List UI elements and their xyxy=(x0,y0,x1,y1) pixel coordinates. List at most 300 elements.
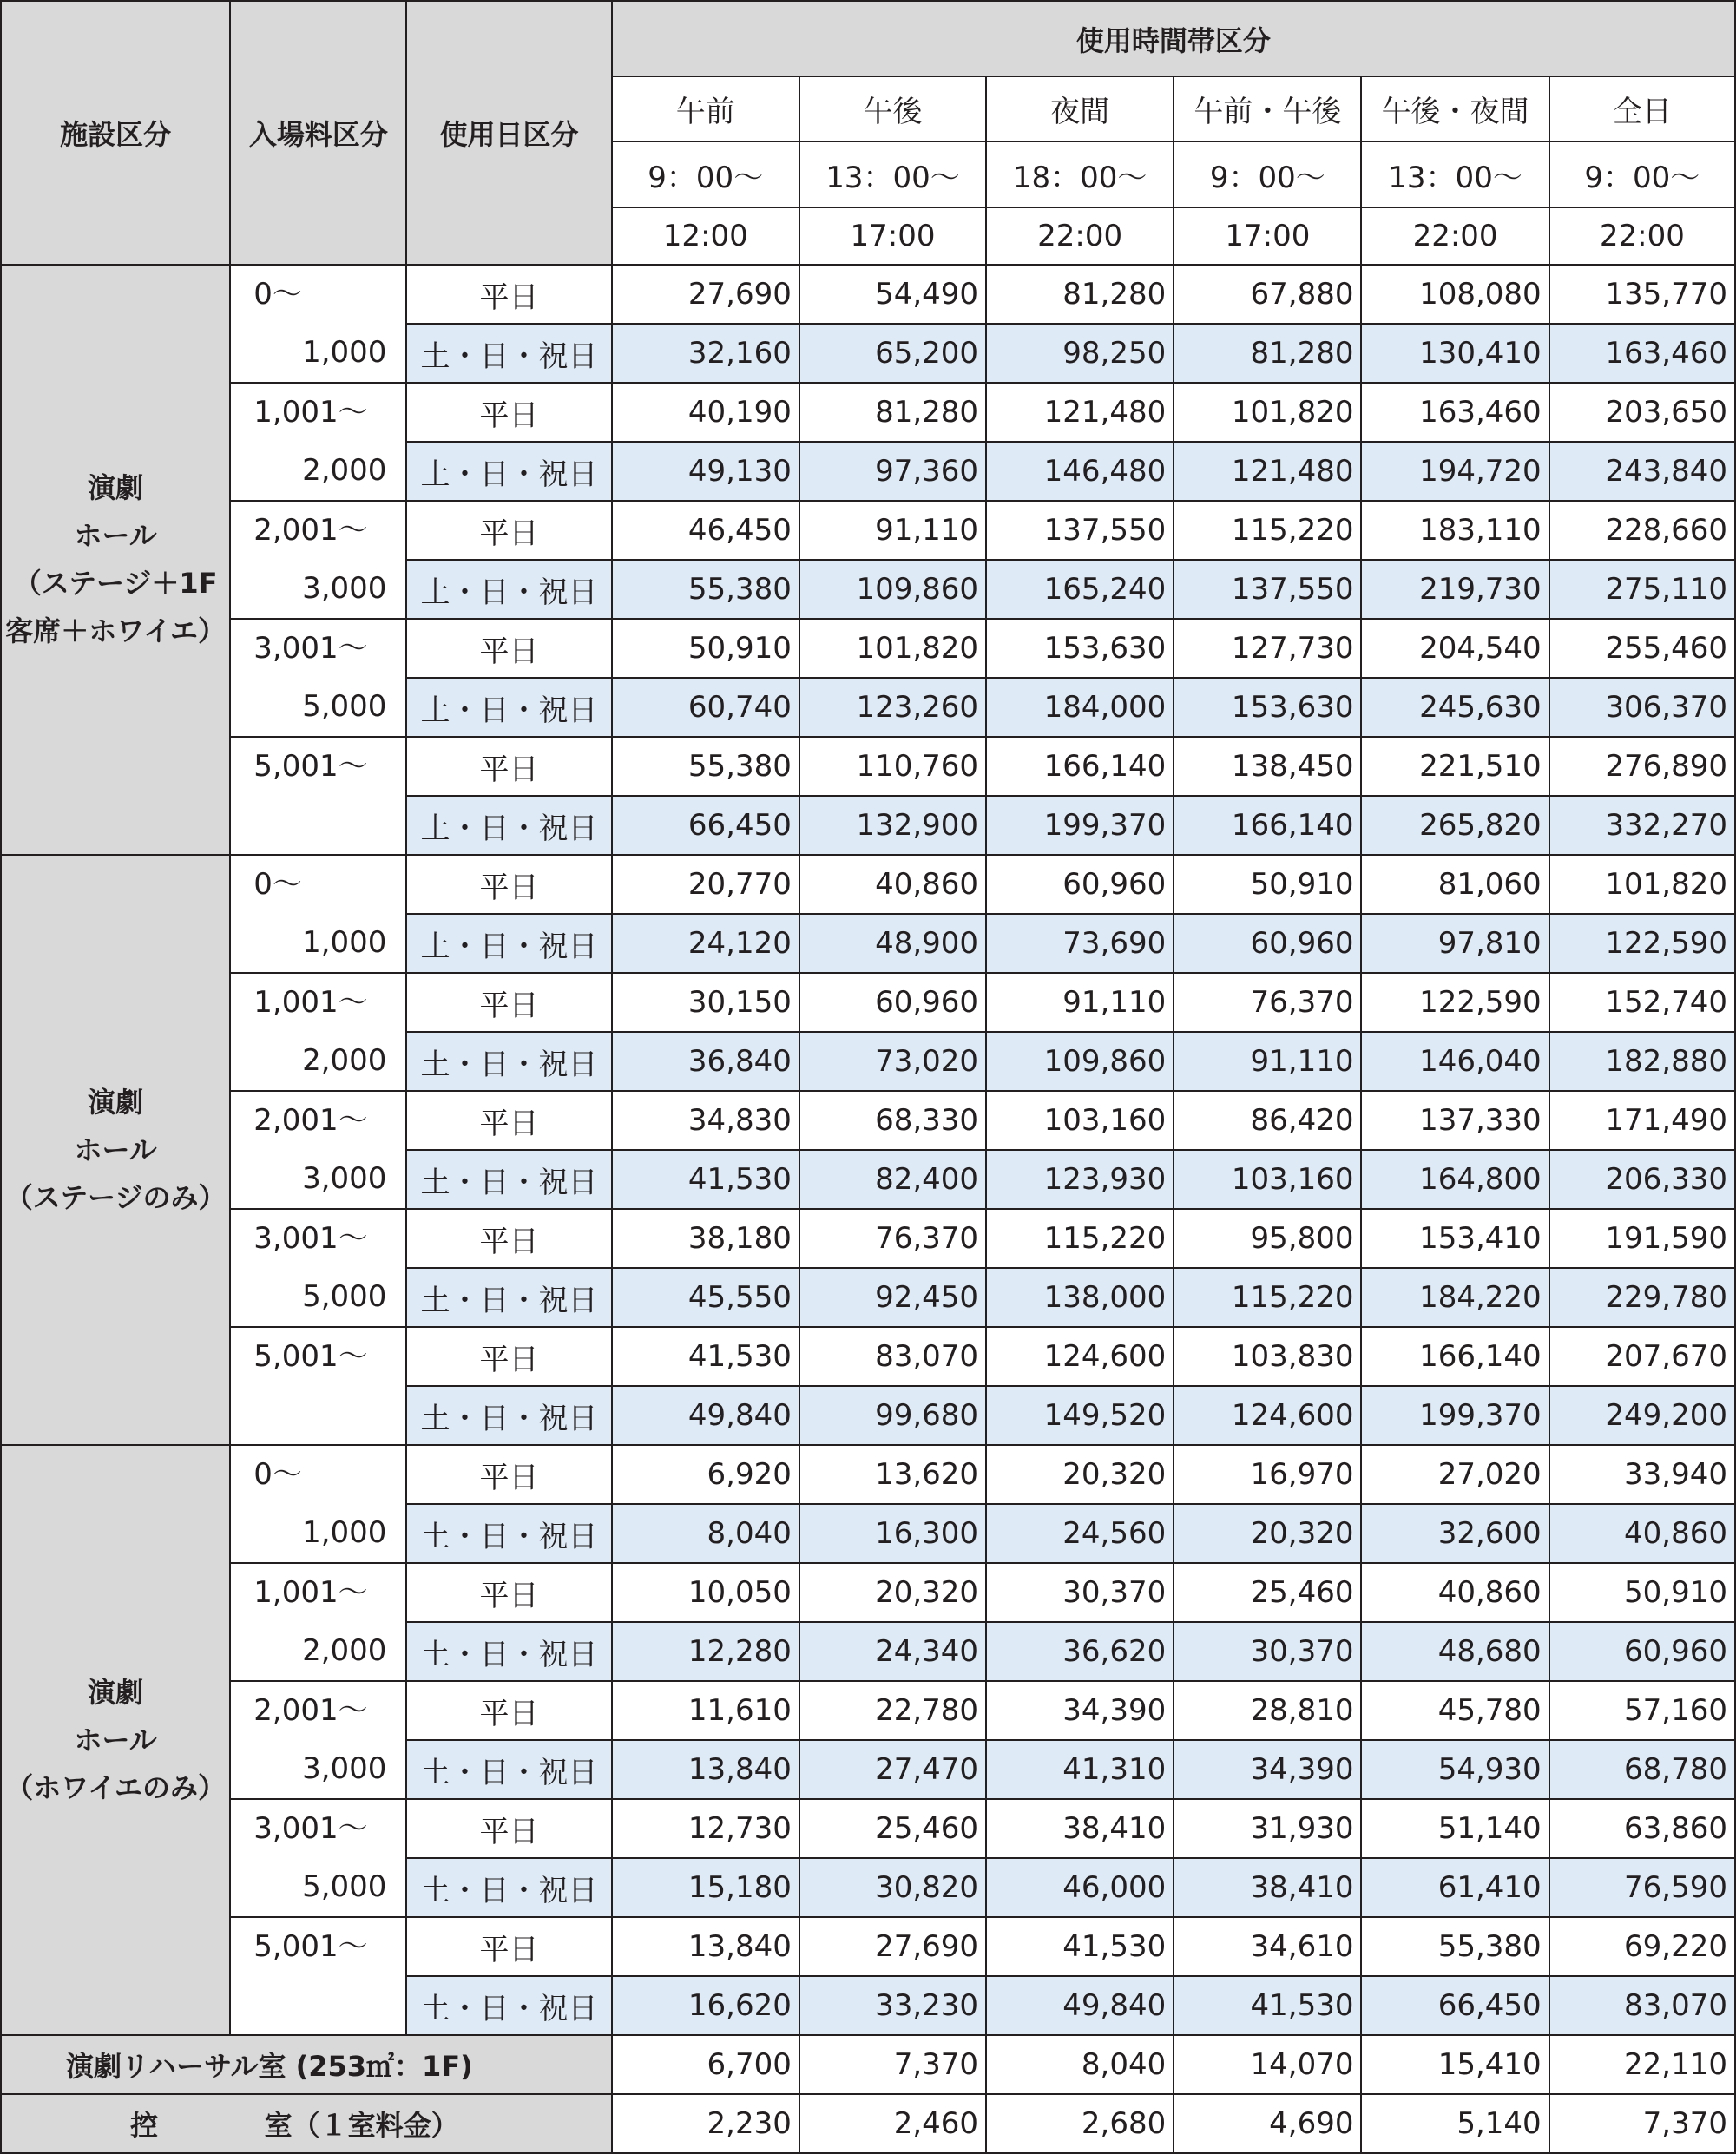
day-type-cell: 平日 xyxy=(406,1327,611,1386)
fee-value-cell: 76,370 xyxy=(1174,973,1361,1032)
fee-value-cell: 203,650 xyxy=(1549,383,1735,442)
fee-value-cell: 171,490 xyxy=(1549,1091,1735,1150)
fee-value-cell: 61,410 xyxy=(1361,1858,1549,1917)
fee-value-cell: 12,280 xyxy=(612,1622,799,1681)
fee-value-cell: 103,160 xyxy=(986,1091,1174,1150)
fee-value-cell: 30,820 xyxy=(799,1858,986,1917)
fee-value-cell: 25,460 xyxy=(1174,1563,1361,1622)
fee-value-cell: 138,000 xyxy=(986,1268,1174,1327)
admission-range-to: 5,000 xyxy=(302,689,387,724)
table-row xyxy=(1,973,1735,1032)
day-type-cell: 土・日・祝日 xyxy=(406,1268,611,1327)
fee-value-cell: 127,730 xyxy=(1174,619,1361,678)
fee-value-cell: 34,390 xyxy=(986,1681,1174,1740)
fee-value-cell: 40,860 xyxy=(1361,1563,1549,1622)
fee-value-cell: 166,140 xyxy=(1174,796,1361,855)
fee-value-cell: 45,550 xyxy=(612,1268,799,1327)
fee-value-cell: 137,550 xyxy=(986,501,1174,560)
fee-value-cell: 7,370 xyxy=(799,2035,986,2094)
fee-value-cell: 13,620 xyxy=(799,1445,986,1504)
admission-header: 入場料区分 xyxy=(230,1,406,265)
admission-range-cell xyxy=(230,383,406,501)
slot-start-header: 9：00～ xyxy=(1549,141,1735,207)
admission-range-cell xyxy=(230,1327,406,1445)
fee-value-cell: 138,450 xyxy=(1174,737,1361,796)
fee-value-cell: 76,370 xyxy=(799,1209,986,1268)
fee-value-cell: 34,610 xyxy=(1174,1917,1361,1976)
admission-range-cell xyxy=(230,855,406,973)
facility-name-line: ホール xyxy=(74,519,157,552)
fee-value-cell: 38,410 xyxy=(1174,1858,1361,1917)
fee-value-cell: 2,680 xyxy=(986,2094,1174,2153)
slot-end-header: 22:00 xyxy=(1549,207,1735,265)
fee-value-cell: 221,510 xyxy=(1361,737,1549,796)
fee-value-cell: 40,190 xyxy=(612,383,799,442)
fee-value-cell: 199,370 xyxy=(986,796,1174,855)
table-row xyxy=(1,737,1735,796)
fee-value-cell: 36,620 xyxy=(986,1622,1174,1681)
fee-value-cell: 41,530 xyxy=(612,1150,799,1209)
fee-value-cell: 60,960 xyxy=(1174,914,1361,973)
fee-value-cell: 191,590 xyxy=(1549,1209,1735,1268)
fee-value-cell: 24,340 xyxy=(799,1622,986,1681)
slot-name-header: 夜間 xyxy=(986,76,1174,141)
fee-value-cell: 86,420 xyxy=(1174,1091,1361,1150)
admission-range-to: 2,000 xyxy=(302,1633,387,1668)
facility-name-line: ホール xyxy=(74,1723,157,1757)
fee-value-cell: 204,540 xyxy=(1361,619,1549,678)
fee-value-cell: 149,520 xyxy=(986,1386,1174,1445)
fee-value-cell: 6,920 xyxy=(612,1445,799,1504)
day-type-cell: 平日 xyxy=(406,1445,611,1504)
waiting-room-label xyxy=(66,2104,611,2144)
fee-value-cell: 108,080 xyxy=(1361,265,1549,324)
fee-value-cell: 60,960 xyxy=(986,855,1174,914)
table-header xyxy=(1,1,1735,265)
fee-value-cell: 16,620 xyxy=(612,1976,799,2035)
fee-value-cell: 54,490 xyxy=(799,265,986,324)
fee-value-cell: 137,330 xyxy=(1361,1091,1549,1150)
fee-value-cell: 103,830 xyxy=(1174,1327,1361,1386)
fee-value-cell: 5,140 xyxy=(1361,2094,1549,2153)
fee-value-cell: 55,380 xyxy=(612,560,799,619)
fee-value-cell: 275,110 xyxy=(1549,560,1735,619)
admission-range-cell xyxy=(230,973,406,1091)
fee-value-cell: 63,860 xyxy=(1549,1799,1735,1858)
fee-value-cell: 121,480 xyxy=(1174,442,1361,501)
fee-value-cell: 48,900 xyxy=(799,914,986,973)
fee-value-cell: 91,110 xyxy=(1174,1032,1361,1091)
fee-value-cell: 152,740 xyxy=(1549,973,1735,1032)
admission-range-from: 0～ xyxy=(253,867,302,902)
fee-value-cell: 73,020 xyxy=(799,1032,986,1091)
fee-value-cell: 27,690 xyxy=(799,1917,986,1976)
slot-end-header: 22:00 xyxy=(1361,207,1549,265)
fee-value-cell: 73,690 xyxy=(986,914,1174,973)
fee-value-cell: 207,670 xyxy=(1549,1327,1735,1386)
fee-value-cell: 97,810 xyxy=(1361,914,1549,973)
fee-value-cell: 41,310 xyxy=(986,1740,1174,1799)
admission-range-from: 2,001～ xyxy=(253,513,368,548)
slot-name-header: 午前・午後 xyxy=(1174,76,1361,141)
fee-value-cell: 11,610 xyxy=(612,1681,799,1740)
admission-range-to: 1,000 xyxy=(302,1515,387,1550)
day-type-cell: 土・日・祝日 xyxy=(406,324,611,383)
day-type-header: 使用日区分 xyxy=(406,1,611,265)
fee-value-cell: 50,910 xyxy=(1174,855,1361,914)
fee-value-cell: 2,230 xyxy=(612,2094,799,2153)
day-type-cell: 平日 xyxy=(406,737,611,796)
admission-range-from: 5,001～ xyxy=(253,1339,368,1374)
day-type-cell: 土・日・祝日 xyxy=(406,678,611,737)
fee-value-cell: 135,770 xyxy=(1549,265,1735,324)
admission-range-to: 1,000 xyxy=(302,925,387,960)
fee-value-cell: 249,200 xyxy=(1549,1386,1735,1445)
day-type-cell: 土・日・祝日 xyxy=(406,796,611,855)
fee-value-cell: 7,370 xyxy=(1549,2094,1735,2153)
fee-value-cell: 109,860 xyxy=(986,1032,1174,1091)
fee-value-cell: 183,110 xyxy=(1361,501,1549,560)
fee-value-cell: 184,220 xyxy=(1361,1268,1549,1327)
fee-value-cell: 99,680 xyxy=(799,1386,986,1445)
fee-value-cell: 245,630 xyxy=(1361,678,1549,737)
fee-value-cell: 123,930 xyxy=(986,1150,1174,1209)
fee-value-cell: 219,730 xyxy=(1361,560,1549,619)
day-type-cell: 土・日・祝日 xyxy=(406,1740,611,1799)
fee-value-cell: 97,360 xyxy=(799,442,986,501)
fee-value-cell: 13,840 xyxy=(612,1917,799,1976)
fee-value-cell: 20,320 xyxy=(986,1445,1174,1504)
day-type-cell: 土・日・祝日 xyxy=(406,1858,611,1917)
day-type-cell: 平日 xyxy=(406,1563,611,1622)
day-type-cell: 平日 xyxy=(406,855,611,914)
day-type-cell: 平日 xyxy=(406,1917,611,1976)
admission-range-to: 2,000 xyxy=(302,453,387,488)
fee-value-cell: 153,630 xyxy=(1174,678,1361,737)
fee-value-cell: 182,880 xyxy=(1549,1032,1735,1091)
facility-name-line: ホール xyxy=(74,1133,157,1166)
fee-value-cell: 67,880 xyxy=(1174,265,1361,324)
fee-value-cell: 101,820 xyxy=(1549,855,1735,914)
fee-value-cell: 32,600 xyxy=(1361,1504,1549,1563)
admission-range-to: 2,000 xyxy=(302,1043,387,1078)
day-type-cell: 平日 xyxy=(406,1091,611,1150)
fee-value-cell: 8,040 xyxy=(986,2035,1174,2094)
fee-value-cell: 81,060 xyxy=(1361,855,1549,914)
fee-value-cell: 31,930 xyxy=(1174,1799,1361,1858)
fee-value-cell: 163,460 xyxy=(1361,383,1549,442)
fee-value-cell: 2,460 xyxy=(799,2094,986,2153)
fee-value-cell: 15,180 xyxy=(612,1858,799,1917)
fee-value-cell: 199,370 xyxy=(1361,1386,1549,1445)
admission-range-to xyxy=(231,1386,405,1444)
admission-range-from: 1,001～ xyxy=(253,985,368,1020)
fee-value-cell: 38,180 xyxy=(612,1209,799,1268)
table-row xyxy=(1,1091,1735,1150)
admission-range-cell xyxy=(230,1799,406,1917)
admission-range-from: 1,001～ xyxy=(253,395,368,430)
table-row xyxy=(1,619,1735,678)
fee-value-cell: 57,160 xyxy=(1549,1681,1735,1740)
day-type-cell: 土・日・祝日 xyxy=(406,442,611,501)
fee-value-cell: 15,410 xyxy=(1361,2035,1549,2094)
facility-category-cell xyxy=(1,1445,230,2035)
table-row xyxy=(1,383,1735,442)
fee-value-cell: 13,840 xyxy=(612,1740,799,1799)
fee-value-cell: 55,380 xyxy=(1361,1917,1549,1976)
day-type-cell: 土・日・祝日 xyxy=(406,1386,611,1445)
slot-end-header: 17:00 xyxy=(1174,207,1361,265)
table-row xyxy=(1,1799,1735,1858)
fee-value-cell: 16,300 xyxy=(799,1504,986,1563)
slot-start-header: 9：00～ xyxy=(1174,141,1361,207)
admission-range-to: 3,000 xyxy=(302,1161,387,1196)
facility-name-line: 演劇 xyxy=(88,1085,144,1119)
fee-value-cell: 60,960 xyxy=(799,973,986,1032)
fee-value-cell: 184,000 xyxy=(986,678,1174,737)
day-type-cell: 土・日・祝日 xyxy=(406,1150,611,1209)
admission-range-from: 0～ xyxy=(253,277,302,312)
day-type-cell: 平日 xyxy=(406,1799,611,1858)
admission-range-from: 3,001～ xyxy=(253,1811,368,1846)
fee-value-cell: 83,070 xyxy=(1549,1976,1735,2035)
admission-range-cell xyxy=(230,1917,406,2035)
fee-value-cell: 166,140 xyxy=(1361,1327,1549,1386)
fee-value-cell: 110,760 xyxy=(799,737,986,796)
fee-value-cell: 82,400 xyxy=(799,1150,986,1209)
fee-value-cell: 24,120 xyxy=(612,914,799,973)
admission-range-to: 3,000 xyxy=(302,571,387,606)
fee-value-cell: 24,560 xyxy=(986,1504,1174,1563)
admission-range-cell xyxy=(230,1445,406,1563)
admission-range-from: 5,001～ xyxy=(253,749,368,784)
day-type-cell: 土・日・祝日 xyxy=(406,1622,611,1681)
admission-range-from: 2,001～ xyxy=(253,1693,368,1728)
fee-value-cell: 8,040 xyxy=(612,1504,799,1563)
fee-value-cell: 25,460 xyxy=(799,1799,986,1858)
fee-value-cell: 255,460 xyxy=(1549,619,1735,678)
fee-value-cell: 276,890 xyxy=(1549,737,1735,796)
admission-range-to: 1,000 xyxy=(302,335,387,370)
fee-value-cell: 49,130 xyxy=(612,442,799,501)
fee-value-cell: 130,410 xyxy=(1361,324,1549,383)
table-row xyxy=(1,1327,1735,1386)
slot-name-header: 午後 xyxy=(799,76,986,141)
fee-value-cell: 50,910 xyxy=(1549,1563,1735,1622)
fee-value-cell: 40,860 xyxy=(1549,1504,1735,1563)
table-row xyxy=(1,1917,1735,1976)
fee-value-cell: 16,970 xyxy=(1174,1445,1361,1504)
fee-value-cell: 206,330 xyxy=(1549,1150,1735,1209)
fee-value-cell: 27,470 xyxy=(799,1740,986,1799)
facility-name-line: 客席＋ホワイエ） xyxy=(5,614,226,647)
fee-value-cell: 69,220 xyxy=(1549,1917,1735,1976)
facility-name-line: 演劇 xyxy=(88,471,144,504)
slot-start-header: 13：00～ xyxy=(1361,141,1549,207)
fee-value-cell: 41,530 xyxy=(986,1917,1174,1976)
day-type-cell: 平日 xyxy=(406,973,611,1032)
day-type-cell: 土・日・祝日 xyxy=(406,1032,611,1091)
waiting-room-label-a: 控 xyxy=(130,2109,159,2142)
fee-value-cell: 60,740 xyxy=(612,678,799,737)
admission-range-cell xyxy=(230,1091,406,1209)
day-type-cell: 平日 xyxy=(406,383,611,442)
fee-value-cell: 54,930 xyxy=(1361,1740,1549,1799)
fee-value-cell: 123,260 xyxy=(799,678,986,737)
fee-value-cell: 194,720 xyxy=(1361,442,1549,501)
table-row xyxy=(1,1563,1735,1622)
fee-value-cell: 98,250 xyxy=(986,324,1174,383)
fee-value-cell: 46,000 xyxy=(986,1858,1174,1917)
fee-value-cell: 95,800 xyxy=(1174,1209,1361,1268)
table-row xyxy=(1,1209,1735,1268)
admission-range-from: 0～ xyxy=(253,1457,302,1492)
fee-value-cell: 166,140 xyxy=(986,737,1174,796)
day-type-cell: 土・日・祝日 xyxy=(406,914,611,973)
facility-category-cell xyxy=(1,855,230,1445)
admission-range-from: 5,001～ xyxy=(253,1929,368,1964)
table-body xyxy=(1,265,1735,2153)
fee-value-cell: 34,390 xyxy=(1174,1740,1361,1799)
fee-value-cell: 6,700 xyxy=(612,2035,799,2094)
fee-value-cell: 137,550 xyxy=(1174,560,1361,619)
admission-range-to: 3,000 xyxy=(302,1751,387,1786)
fee-value-cell: 20,770 xyxy=(612,855,799,914)
fee-value-cell: 33,940 xyxy=(1549,1445,1735,1504)
fee-value-cell: 164,800 xyxy=(1361,1150,1549,1209)
fee-value-cell: 60,960 xyxy=(1549,1622,1735,1681)
fee-value-cell: 4,690 xyxy=(1174,2094,1361,2153)
table-row xyxy=(1,1681,1735,1740)
admission-range-cell xyxy=(230,1209,406,1327)
fee-value-cell: 146,040 xyxy=(1361,1032,1549,1091)
admission-range-from: 2,001～ xyxy=(253,1103,368,1138)
fee-value-cell: 34,830 xyxy=(612,1091,799,1150)
fee-value-cell: 306,370 xyxy=(1549,678,1735,737)
fee-value-cell: 81,280 xyxy=(799,383,986,442)
fee-value-cell: 14,070 xyxy=(1174,2035,1361,2094)
fee-value-cell: 76,590 xyxy=(1549,1858,1735,1917)
day-type-cell: 土・日・祝日 xyxy=(406,1976,611,2035)
fee-value-cell: 30,370 xyxy=(986,1563,1174,1622)
fee-value-cell: 68,780 xyxy=(1549,1740,1735,1799)
fee-value-cell: 132,900 xyxy=(799,796,986,855)
fee-value-cell: 32,160 xyxy=(612,324,799,383)
fee-value-cell: 124,600 xyxy=(1174,1386,1361,1445)
fee-value-cell: 49,840 xyxy=(612,1386,799,1445)
day-type-cell: 平日 xyxy=(406,265,611,324)
fee-value-cell: 33,230 xyxy=(799,1976,986,2035)
fee-value-cell: 228,660 xyxy=(1549,501,1735,560)
fee-value-cell: 51,140 xyxy=(1361,1799,1549,1858)
fee-value-cell: 92,450 xyxy=(799,1268,986,1327)
fee-value-cell: 20,320 xyxy=(799,1563,986,1622)
fee-value-cell: 121,480 xyxy=(986,383,1174,442)
fee-value-cell: 65,200 xyxy=(799,324,986,383)
facility-category-cell xyxy=(1,265,230,855)
fee-value-cell: 163,460 xyxy=(1549,324,1735,383)
fee-value-cell: 10,050 xyxy=(612,1563,799,1622)
fee-value-cell: 27,020 xyxy=(1361,1445,1549,1504)
fee-value-cell: 50,910 xyxy=(612,619,799,678)
fee-value-cell: 243,840 xyxy=(1549,442,1735,501)
fee-value-cell: 91,110 xyxy=(986,973,1174,1032)
admission-range-from: 3,001～ xyxy=(253,631,368,666)
admission-range-from: 1,001～ xyxy=(253,1575,368,1610)
fee-value-cell: 66,450 xyxy=(612,796,799,855)
fee-value-cell: 265,820 xyxy=(1361,796,1549,855)
fee-value-cell: 91,110 xyxy=(799,501,986,560)
slot-end-header: 12:00 xyxy=(612,207,799,265)
table-row xyxy=(1,855,1735,914)
facility-name-line: （ホワイエのみ） xyxy=(5,1770,226,1804)
admission-range-cell xyxy=(230,1563,406,1681)
slot-name-header: 午後・夜間 xyxy=(1361,76,1549,141)
day-type-cell: 土・日・祝日 xyxy=(406,1504,611,1563)
fee-value-cell: 40,860 xyxy=(799,855,986,914)
fee-value-cell: 115,220 xyxy=(986,1209,1174,1268)
fee-value-cell: 41,530 xyxy=(612,1327,799,1386)
slot-start-header: 13：00～ xyxy=(799,141,986,207)
fee-value-cell: 46,450 xyxy=(612,501,799,560)
admission-range-from: 3,001～ xyxy=(253,1221,368,1256)
table-row xyxy=(1,265,1735,324)
slot-start-header: 9：00～ xyxy=(612,141,799,207)
fee-value-cell: 55,380 xyxy=(612,737,799,796)
fee-value-cell: 22,780 xyxy=(799,1681,986,1740)
slot-name-header: 全日 xyxy=(1549,76,1735,141)
admission-range-to: 5,000 xyxy=(302,1869,387,1904)
facility-header: 施設区分 xyxy=(1,1,230,265)
day-type-cell: 平日 xyxy=(406,619,611,678)
fee-value-cell: 124,600 xyxy=(986,1327,1174,1386)
facility-name-line: （ステージのみ） xyxy=(4,1180,227,1214)
fee-value-cell: 12,730 xyxy=(612,1799,799,1858)
admission-range-cell xyxy=(230,619,406,737)
admission-range-cell xyxy=(230,1681,406,1799)
fee-value-cell: 30,370 xyxy=(1174,1622,1361,1681)
table-row xyxy=(1,1445,1735,1504)
fee-value-cell: 22,110 xyxy=(1549,2035,1735,2094)
facility-name-line: 演劇 xyxy=(88,1675,144,1709)
fee-value-cell: 332,270 xyxy=(1549,796,1735,855)
slot-name-header: 午前 xyxy=(612,76,799,141)
day-type-cell: 平日 xyxy=(406,501,611,560)
slot-start-header: 18：00～ xyxy=(986,141,1174,207)
fee-value-cell: 103,160 xyxy=(1174,1150,1361,1209)
room-label-cell xyxy=(1,2094,612,2153)
fee-value-cell: 146,480 xyxy=(986,442,1174,501)
fee-value-cell: 122,590 xyxy=(1549,914,1735,973)
slot-end-header: 22:00 xyxy=(986,207,1174,265)
fee-value-cell: 27,690 xyxy=(612,265,799,324)
fee-value-cell: 165,240 xyxy=(986,560,1174,619)
waiting-room-label-b: 室（１室料金） xyxy=(264,2109,459,2142)
fee-value-cell: 81,280 xyxy=(986,265,1174,324)
day-type-cell: 平日 xyxy=(406,1681,611,1740)
fee-value-cell: 115,220 xyxy=(1174,1268,1361,1327)
admission-range-cell xyxy=(230,265,406,383)
fee-value-cell: 28,810 xyxy=(1174,1681,1361,1740)
facility-name-line: （ステージ＋1F xyxy=(13,567,218,600)
time-band-header: 使用時間帯区分 xyxy=(612,1,1735,76)
admission-range-to xyxy=(231,796,405,854)
fee-value-cell: 20,320 xyxy=(1174,1504,1361,1563)
fee-value-cell: 101,820 xyxy=(799,619,986,678)
slot-end-header: 17:00 xyxy=(799,207,986,265)
day-type-cell: 土・日・祝日 xyxy=(406,560,611,619)
fee-value-cell: 153,630 xyxy=(986,619,1174,678)
